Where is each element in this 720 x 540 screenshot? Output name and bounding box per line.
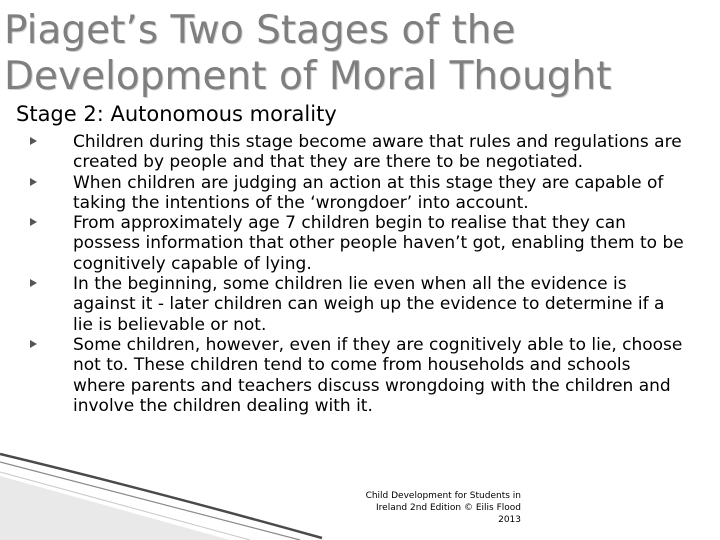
- slide-subtitle: Stage 2: Autonomous morality: [16, 102, 337, 126]
- bullet-text: Some children, however, even if they are cognitively able to lie, choose not to. These children tend to come from households and schools where parents and teachers discuss wrongdoing with the children and involve the children dealing with it.: [73, 334, 683, 416]
- citation-line: Child Development for Students in: [365, 491, 521, 501]
- list-item: [30, 173, 685, 214]
- citation-line: Ireland 2nd Edition © Eilis Flood: [376, 503, 521, 513]
- bullet-text: When children are judging an action at this stage they are capable of taking the intentions of the ‘wrongdoer’ into account.: [73, 172, 664, 213]
- triangle-bullet-icon: [30, 137, 37, 145]
- triangle-bullet-icon: [30, 340, 37, 348]
- slide-title: Piaget’s Two Stages of the Development of Moral Thought: [4, 8, 612, 99]
- bullet-text: In the beginning, some children lie even when all the evidence is against it - later children can weigh up the evidence to determine if a lie is believable or not.: [73, 274, 665, 335]
- list-item: [30, 132, 685, 173]
- corner-swoosh-decoration: [0, 450, 330, 540]
- bullet-text: Children during this stage become aware that rules and regulations are created by people and that they are there to be negotiated.: [73, 132, 682, 173]
- triangle-bullet-icon: [30, 178, 37, 186]
- triangle-bullet-icon: [30, 218, 37, 226]
- bullet-list: [30, 132, 685, 416]
- list-item: [30, 335, 685, 416]
- list-item: [30, 213, 685, 274]
- triangle-bullet-icon: [30, 279, 37, 287]
- bullet-text: From approximately age 7 children begin to realise that they can possess information that other people haven’t got, enabling them to be cognitively capable of lying.: [73, 213, 684, 274]
- citation-line: 2013: [498, 515, 521, 525]
- list-item: [30, 274, 685, 335]
- citation: [366, 490, 521, 526]
